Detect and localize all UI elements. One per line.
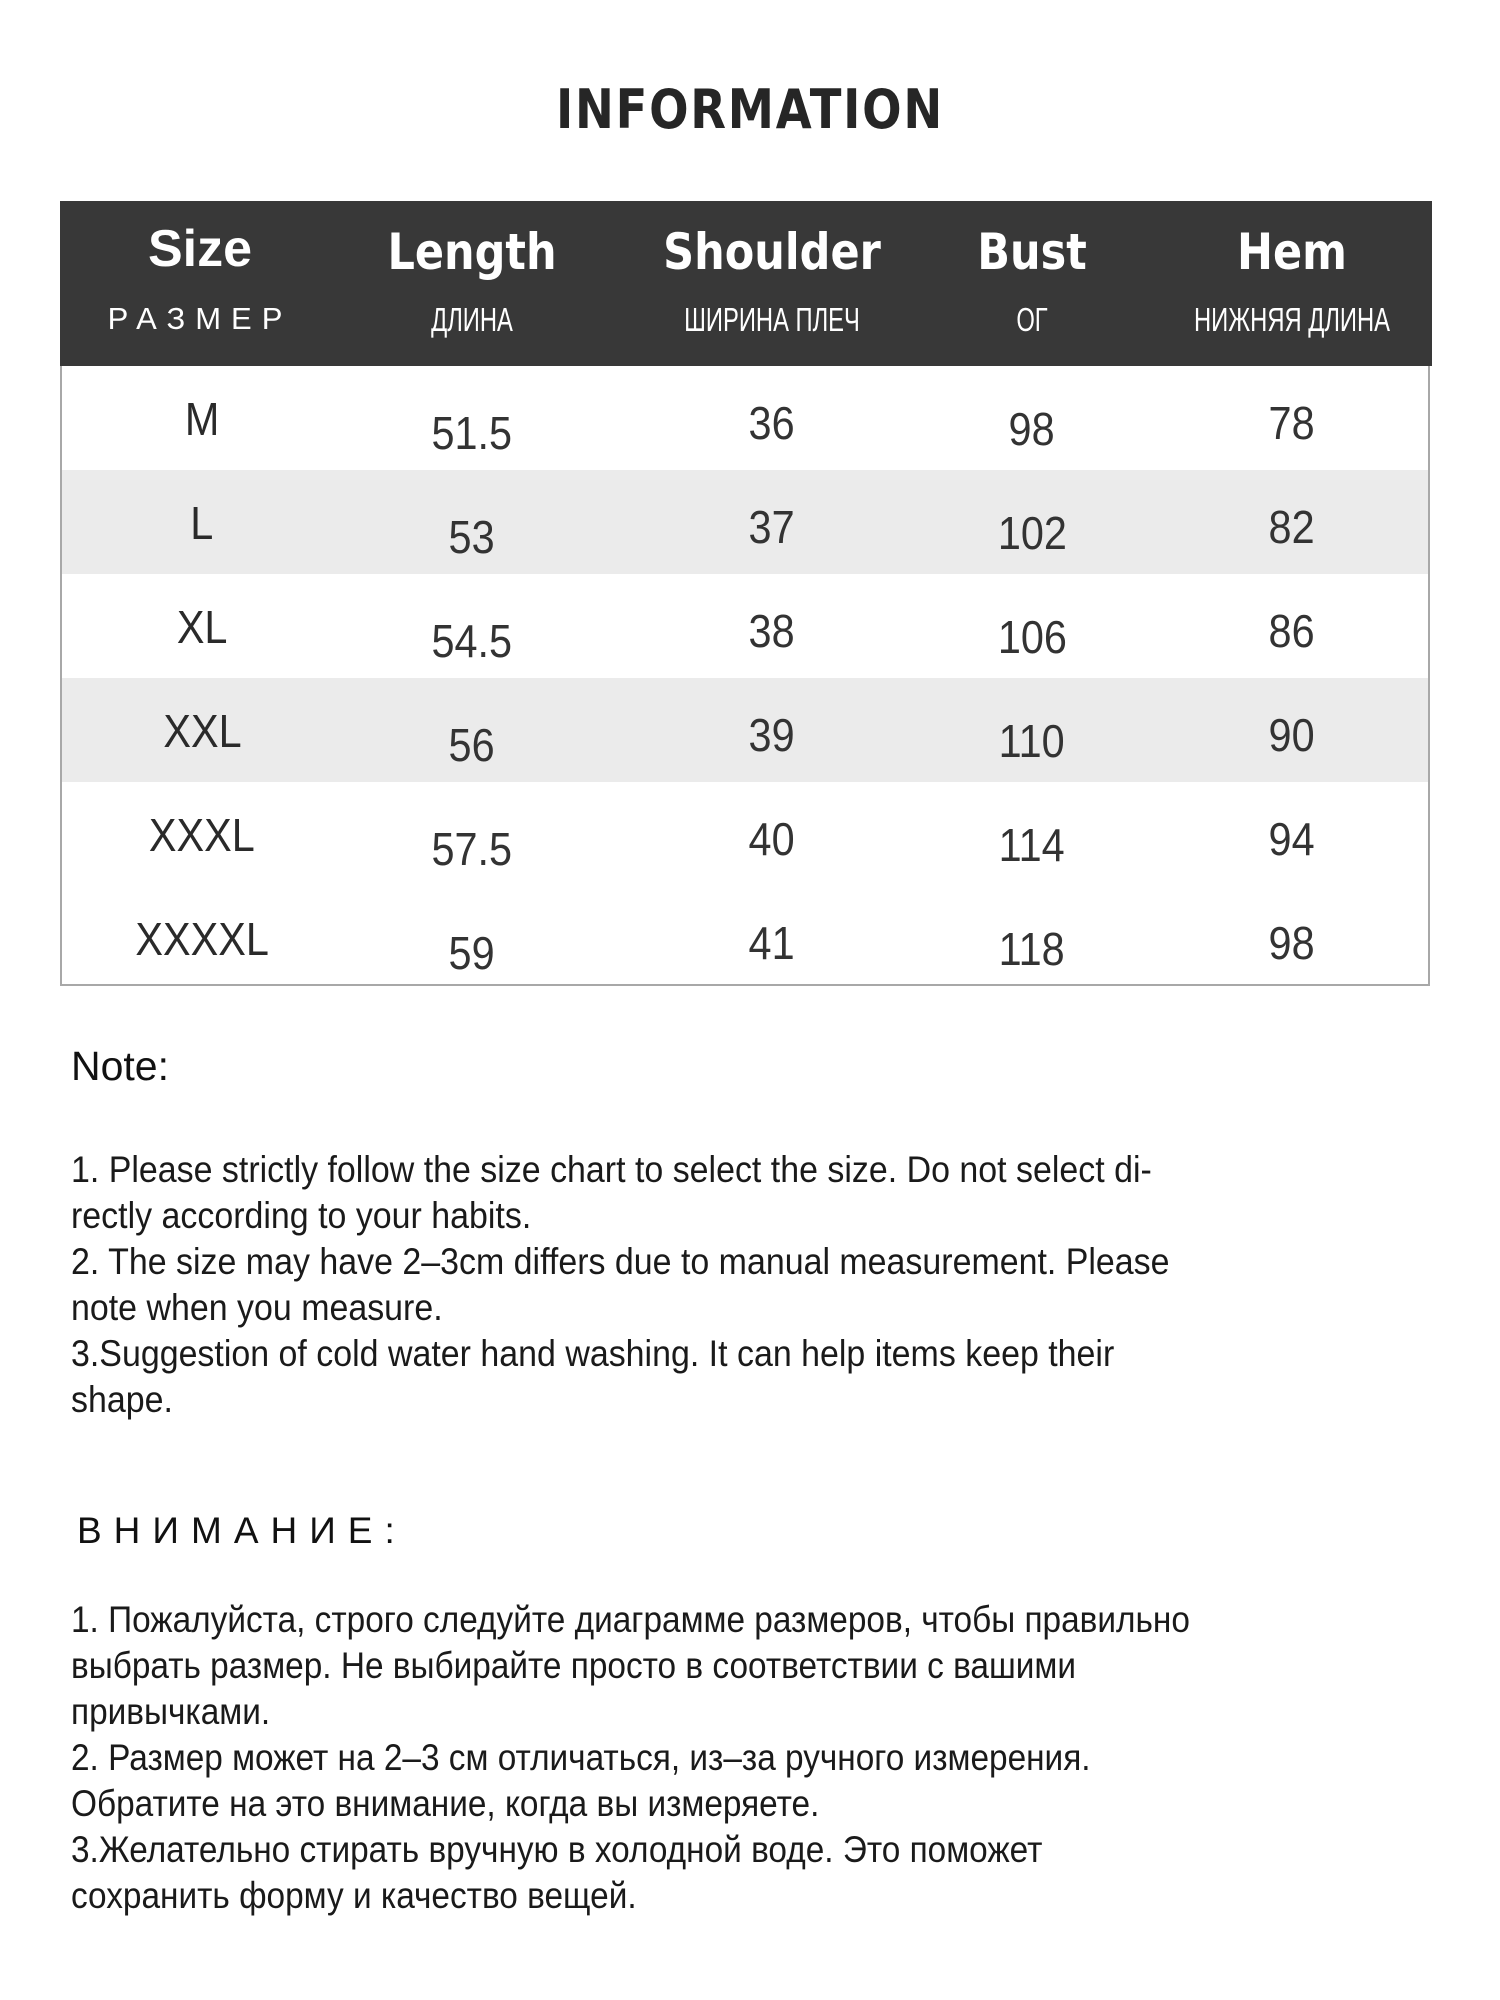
cell-shoulder: 41 <box>748 917 796 969</box>
cell-size: M <box>184 393 220 445</box>
column-header-label-en: Bust <box>977 223 1087 281</box>
cell-length: 59 <box>448 927 496 979</box>
cell-length: 57.5 <box>431 823 513 875</box>
cell-hem: 78 <box>1268 397 1316 449</box>
cell-size: XXXXL <box>135 913 269 965</box>
column-header-hem <box>1172 201 1412 366</box>
note-line: 2. The size may have 2–3cm differs due to manual measurement. Please <box>71 1240 1170 1282</box>
column-header-label-en: Hem <box>1237 223 1347 281</box>
size-chart-table <box>60 201 1430 986</box>
note-line: сохранить форму и качество вещей. <box>71 1874 637 1916</box>
cell-hem: 94 <box>1268 813 1316 865</box>
table-row <box>62 366 1428 470</box>
cell-size: XL <box>176 601 228 653</box>
cell-hem: 86 <box>1268 605 1316 657</box>
note-line: 3.Suggestion of cold water hand washing. It can help items keep their <box>71 1332 1115 1374</box>
page-title: INFORMATION <box>556 78 944 141</box>
table-header <box>60 201 1432 366</box>
note-line: 1. Пожалуйста, строго следуйте диаграмме размеров, чтобы правильно <box>71 1598 1190 1640</box>
cell-bust: 114 <box>998 819 1066 871</box>
note-russian <box>71 1510 1457 1918</box>
cell-shoulder: 39 <box>748 709 796 761</box>
column-header-length <box>352 201 592 366</box>
table-row <box>62 470 1428 574</box>
note-line: Обратите на это внимание, когда вы измеряете. <box>71 1782 820 1824</box>
note-body <box>71 1596 1406 1918</box>
cell-size: XXL <box>162 705 242 757</box>
column-header-label-ru: ДЛИНА <box>431 301 513 338</box>
note-line: 3.Желательно стирать вручную в холодной воде. Это поможет <box>71 1828 1043 1870</box>
cell-length: 56 <box>448 719 496 771</box>
cell-bust: 102 <box>997 507 1067 559</box>
table-row <box>62 574 1428 678</box>
cell-shoulder: 38 <box>748 605 796 657</box>
table-row <box>62 782 1428 886</box>
column-header-label-ru: ОГ <box>1016 301 1048 338</box>
column-header-label-en: Size <box>147 220 253 278</box>
cell-length: 53 <box>448 511 496 563</box>
note-line: 1. Please strictly follow the size chart to select the size. Do not select di- <box>71 1148 1152 1190</box>
column-header-label-ru: НИЖНЯЯ ДЛИНА <box>1193 301 1391 338</box>
table-row <box>62 678 1428 782</box>
cell-shoulder: 40 <box>748 813 796 865</box>
cell-bust: 118 <box>998 923 1066 975</box>
note-line: выбрать размер. Не выбирайте просто в соответствии с вашими <box>71 1644 1077 1686</box>
note-line: note when you measure. <box>71 1286 443 1328</box>
cell-hem: 98 <box>1268 917 1316 969</box>
cell-length: 54.5 <box>431 615 513 667</box>
note-line: rectly according to your habits. <box>71 1194 532 1236</box>
note-heading: Note: <box>71 1043 169 1089</box>
cell-hem: 82 <box>1268 501 1316 553</box>
column-header-label-ru: ШИРИНА ПЛЕЧ <box>684 301 860 338</box>
cell-bust: 106 <box>997 611 1067 663</box>
cell-shoulder: 36 <box>748 397 796 449</box>
cell-hem: 90 <box>1268 709 1316 761</box>
column-header-label-en: Shoulder <box>663 223 881 281</box>
cell-shoulder: 37 <box>748 501 796 553</box>
note-heading: ВНИМАНИЕ: <box>77 1510 407 1551</box>
note-english <box>71 1043 1451 1422</box>
note-line: 2. Размер может на 2–3 см отличаться, из–за ручного измерения. <box>71 1736 1091 1778</box>
table-body <box>62 366 1428 990</box>
cell-bust: 110 <box>998 715 1066 767</box>
note-line: привычками. <box>71 1690 271 1732</box>
note-line: shape. <box>71 1378 173 1420</box>
cell-size: L <box>190 497 214 549</box>
table-row <box>62 886 1428 990</box>
column-header-label-en: Length <box>387 223 557 281</box>
cell-bust: 98 <box>1008 403 1056 455</box>
column-header-label-ru: РАЗМЕР <box>107 301 293 336</box>
note-body <box>71 1146 1429 1422</box>
cell-size: XXXL <box>149 809 255 861</box>
cell-length: 51.5 <box>431 407 513 459</box>
